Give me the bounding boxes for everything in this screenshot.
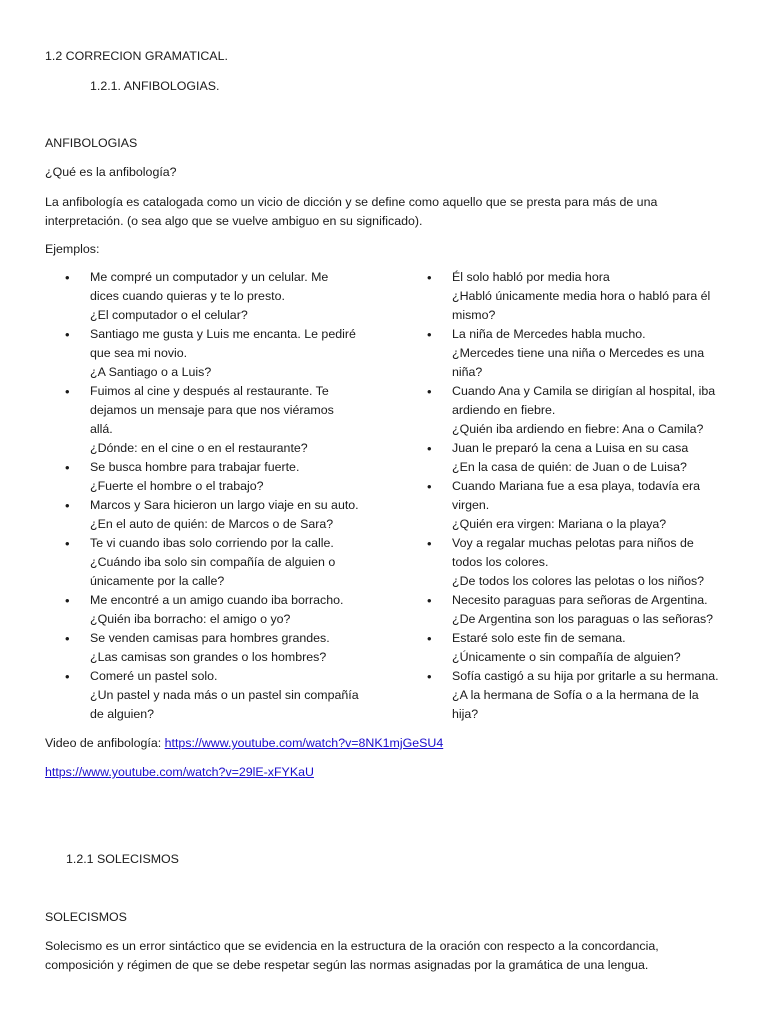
subsection-heading-2: 1.2.1 SOLECISMOS — [66, 852, 179, 866]
examples-list-right — [407, 268, 737, 724]
example-line: Se busca hombre para trabajar fuerte. — [90, 460, 300, 474]
example-line: ¿En la casa de quién: de Juan o de Luisa? — [452, 460, 687, 474]
bullet-icon: • — [65, 593, 70, 608]
example-line: Juan le preparó la cena a Luisa en su casa — [452, 441, 689, 455]
bullet-icon: • — [427, 327, 432, 342]
example-line: Se venden camisas para hombres grandes. — [90, 631, 330, 645]
bullet-icon: • — [65, 631, 70, 646]
example-line: ¿Quién iba borracho: el amigo o yo? — [90, 612, 291, 626]
example-line: Él solo habló por media hora — [452, 270, 610, 284]
example-line: Necesito paraguas para señoras de Argentina. — [452, 593, 708, 607]
bullet-icon: • — [65, 669, 70, 684]
example-line: ¿De Argentina son los paraguas o las señoras? — [452, 612, 714, 626]
example-line: ¿Fuerte el hombre o el trabajo? — [90, 479, 264, 493]
example-line: La niña de Mercedes habla mucho. — [452, 327, 646, 341]
example-line: ¿Las camisas son grandes o los hombres? — [90, 650, 327, 664]
example-line: únicamente por la calle? — [90, 574, 225, 588]
example-item — [45, 458, 415, 496]
anfibologia-definition — [45, 193, 735, 231]
example-item — [407, 477, 737, 534]
example-line: que sea mi novio. — [90, 346, 188, 360]
definition-line: La anfibología es catalogada como un vicio de dicción y se define como aquello que se presta para más de una — [45, 195, 658, 209]
example-line: dices cuando quieras y te lo presto. — [90, 289, 285, 303]
bullet-icon: • — [427, 441, 432, 456]
example-item — [45, 534, 415, 591]
example-item — [45, 325, 415, 382]
solecismos-definition — [45, 937, 735, 975]
bullet-icon: • — [427, 669, 432, 684]
example-line: de alguien? — [90, 707, 155, 721]
bullet-icon: • — [65, 536, 70, 551]
example-line: ¿Mercedes tiene una niña o Mercedes es una — [452, 346, 705, 360]
anfibologia-question: ¿Qué es la anfibología? — [45, 165, 177, 179]
example-line: Me compré un computador y un celular. Me — [90, 270, 329, 284]
bullet-icon: • — [65, 460, 70, 475]
example-line: ¿En el auto de quién: de Marcos o de Sara? — [90, 517, 334, 531]
bullet-icon: • — [427, 384, 432, 399]
example-line: virgen. — [452, 498, 490, 512]
example-line: Voy a regalar muchas pelotas para niños de — [452, 536, 694, 550]
example-line: Me encontré a un amigo cuando iba borracho. — [90, 593, 344, 607]
example-line: ¿El computador o el celular? — [90, 308, 248, 322]
example-item — [407, 439, 737, 477]
video-line — [45, 734, 443, 753]
example-line: dejamos un mensaje para que nos viéramos — [90, 403, 334, 417]
example-item — [407, 534, 737, 591]
example-line: Comeré un pastel solo. — [90, 669, 218, 683]
bullet-icon: • — [427, 631, 432, 646]
definition-line: Solecismo es un error sintáctico que se evidencia en la estructura de la oración con respecto a la concordancia, — [45, 939, 659, 953]
example-line: Sofía castigó a su hija por gritarle a su hermana. — [452, 669, 719, 683]
definition-line: interpretación. (o sea algo que se vuelve ambiguo en su significado). — [45, 214, 423, 228]
video-label: Video de anfibología: — [45, 736, 165, 750]
subsection-heading: 1.2.1. ANFIBOLOGIAS. — [90, 79, 220, 93]
example-line: Cuando Mariana fue a esa playa, todavía era — [452, 479, 700, 493]
bullet-icon: • — [65, 270, 70, 285]
example-item — [45, 268, 415, 325]
example-line: ¿Quién era virgen: Mariana o la playa? — [452, 517, 667, 531]
example-line: ardiendo en fiebre. — [452, 403, 556, 417]
example-line: Estaré solo este fin de semana. — [452, 631, 626, 645]
example-line: Cuando Ana y Camila se dirigían al hospital, iba — [452, 384, 716, 398]
example-item — [45, 667, 415, 724]
example-line: ¿De todos los colores las pelotas o los niños? — [452, 574, 705, 588]
video-link-1[interactable]: https://www.youtube.com/watch?v=8NK1mjGeSU4 — [164, 736, 444, 750]
example-line: Fuimos al cine y después al restaurante. Te — [90, 384, 329, 398]
example-line: hija? — [452, 707, 479, 721]
example-line: ¿Quién iba ardiendo en fiebre: Ana o Camila? — [452, 422, 704, 436]
examples-list-left — [45, 268, 415, 724]
example-item — [407, 382, 737, 439]
example-line: mismo? — [452, 308, 496, 322]
anfibologia-title: ANFIBOLOGIAS — [45, 136, 138, 150]
example-item — [45, 382, 415, 458]
example-item — [45, 591, 415, 629]
video-line-2 — [45, 763, 314, 782]
example-line: Te vi cuando ibas solo corriendo por la calle. — [90, 536, 334, 550]
example-item — [45, 629, 415, 667]
section-heading: 1.2 CORRECION GRAMATICAL. — [45, 49, 228, 63]
example-item — [407, 667, 737, 724]
solecismos-title: SOLECISMOS — [45, 910, 127, 924]
bullet-icon: • — [65, 498, 70, 513]
example-line: niña? — [452, 365, 483, 379]
bullet-icon: • — [427, 593, 432, 608]
example-line: ¿Dónde: en el cine o en el restaurante? — [90, 441, 308, 455]
bullet-icon: • — [427, 479, 432, 494]
example-item — [45, 496, 415, 534]
example-line: ¿Un pastel y nada más o un pastel sin compañía — [90, 688, 359, 702]
definition-line: composición y régimen de que se debe respetar según las normas asignadas por la gramática de una lengua. — [45, 958, 649, 972]
examples-label: Ejemplos: — [45, 242, 100, 256]
example-item — [407, 268, 737, 325]
video-link-2[interactable]: https://www.youtube.com/watch?v=29lE-xFYKaU — [45, 765, 314, 779]
example-line: ¿Habló únicamente media hora o habló para él — [452, 289, 711, 303]
example-item — [407, 629, 737, 667]
example-line: ¿Únicamente o sin compañía de alguien? — [452, 650, 681, 664]
example-line: Santiago me gusta y Luis me encanta. Le pediré — [90, 327, 356, 341]
bullet-icon: • — [427, 270, 432, 285]
example-line: todos los colores. — [452, 555, 549, 569]
example-item — [407, 325, 737, 382]
example-item — [407, 591, 737, 629]
example-line: ¿A Santiago o a Luis? — [90, 365, 212, 379]
example-line: allá. — [90, 422, 113, 436]
bullet-icon: • — [65, 384, 70, 399]
bullet-icon: • — [427, 536, 432, 551]
example-line: Marcos y Sara hicieron un largo viaje en su auto. — [90, 498, 359, 512]
bullet-icon: • — [65, 327, 70, 342]
example-line: ¿A la hermana de Sofía o a la hermana de la — [452, 688, 699, 702]
example-line: ¿Cuándo iba solo sin compañía de alguien o — [90, 555, 336, 569]
